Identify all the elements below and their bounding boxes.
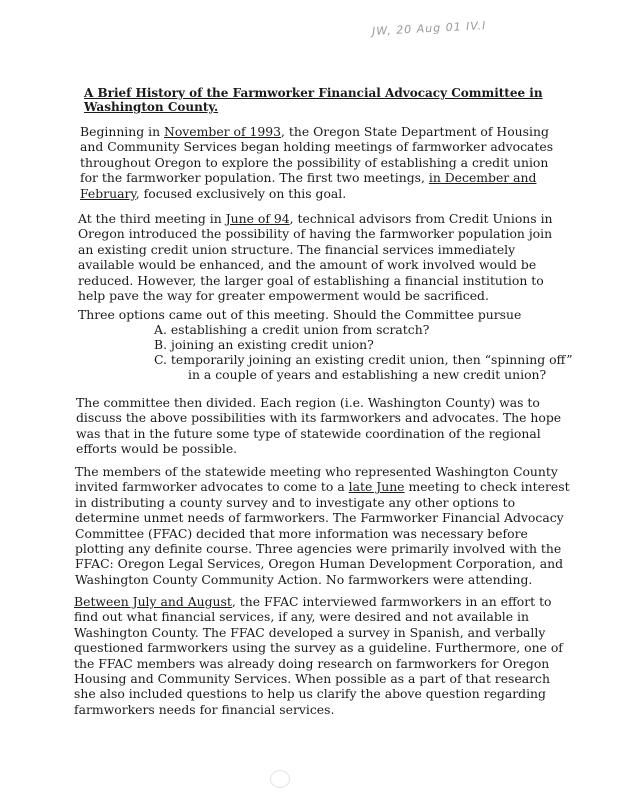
- paragraph-interviews: [74, 594, 570, 717]
- option-c-continued: in a couple of years and establishing a new credit union?: [188, 367, 547, 382]
- paragraph-options-intro: [78, 307, 568, 322]
- underlined-text: in December and February: [80, 170, 537, 201]
- option-c: C. temporarily joining an existing credit union, then “spinning off”: [154, 352, 573, 367]
- paragraph-statewide-members: [75, 464, 570, 587]
- paragraph-text: , the Oregon State Department of Housing and Community Services began holding meetings of farmworker advocates throughout Oregon to explore the possibility of establishing a credit union for the farmworker population. The first two meetings,: [80, 124, 554, 186]
- paragraph-text: , the FFAC interviewed farmworkers in an effort to find out what financial services, if any, were desired and not available in Washington County. The FFAC developed a survey in Spanish, and verbally questioned farmworkers using the survey as a guideline. Furthermore, one of the FFAC members was already doing research on farmworkers for Oregon Housing and Community Services. When possible as a part of that research she also included questions to help us clarify the above question regarding farmworkers needs for financial services.: [74, 594, 563, 717]
- option-b: B. joining an existing credit union?: [154, 337, 374, 352]
- paragraph-text: The committee then divided. Each region (i.e. Washington County) was to discuss the above possibilities with its farmworkers and advocates. The hope was that in the future some type of statewide coordination of the regional efforts would be possible.: [76, 395, 562, 457]
- underlined-text: Between July and August: [74, 594, 232, 609]
- document-title: A Brief History of the Farmworker Financial Advocacy Committee in Washington County.: [84, 86, 543, 114]
- paragraph-text: meeting to check interest in distributing a county survey and to investigate any other options to determine unmet needs of farmworkers. The Farmworker Financial Advocacy Committee (FFAC) decided that more information was necessary before plotting any definite course. Three agencies were primarily involved with the FFAC: Oregon Legal Services, Oregon Human Development Corporation, and Washington County Community Action. No farmworkers were attending.: [75, 479, 570, 587]
- handwritten-annotation: JW, 20 Aug 01 IV.I: [371, 19, 487, 38]
- paragraph-text: At the third meeting in: [78, 211, 226, 226]
- option-a: A. establishing a credit union from scratch?: [154, 322, 430, 337]
- paragraph-text: , technical advisors from Credit Unions in Oregon introduced the possibility of having the farmworker population join an existing credit union structure. The financial services immediately available would be enhanced, and the amount of work involved would be reduced. However, the larger goal of establishing a financial institution to help pave the way for greater empowerment would be sacrificed.: [78, 211, 553, 304]
- paragraph-text: The members of the statewide meeting who represented Washington County invited farmworker advocates to come to a: [75, 464, 558, 495]
- underlined-text: late June: [348, 479, 405, 495]
- faint-page-mark: [270, 770, 290, 788]
- paragraph-text: Three options came out of this meeting. Should the Committee pursue: [78, 307, 522, 322]
- paragraph-intro: [80, 124, 568, 201]
- paragraph-text: Beginning in: [80, 124, 164, 139]
- paragraph-committee-divided: [76, 395, 568, 457]
- paragraph-text: , focused exclusively on this goal.: [135, 185, 347, 201]
- paragraph-third-meeting: [78, 211, 568, 303]
- underlined-text: November of 1993: [164, 124, 282, 139]
- underlined-text: June of 94: [225, 211, 290, 226]
